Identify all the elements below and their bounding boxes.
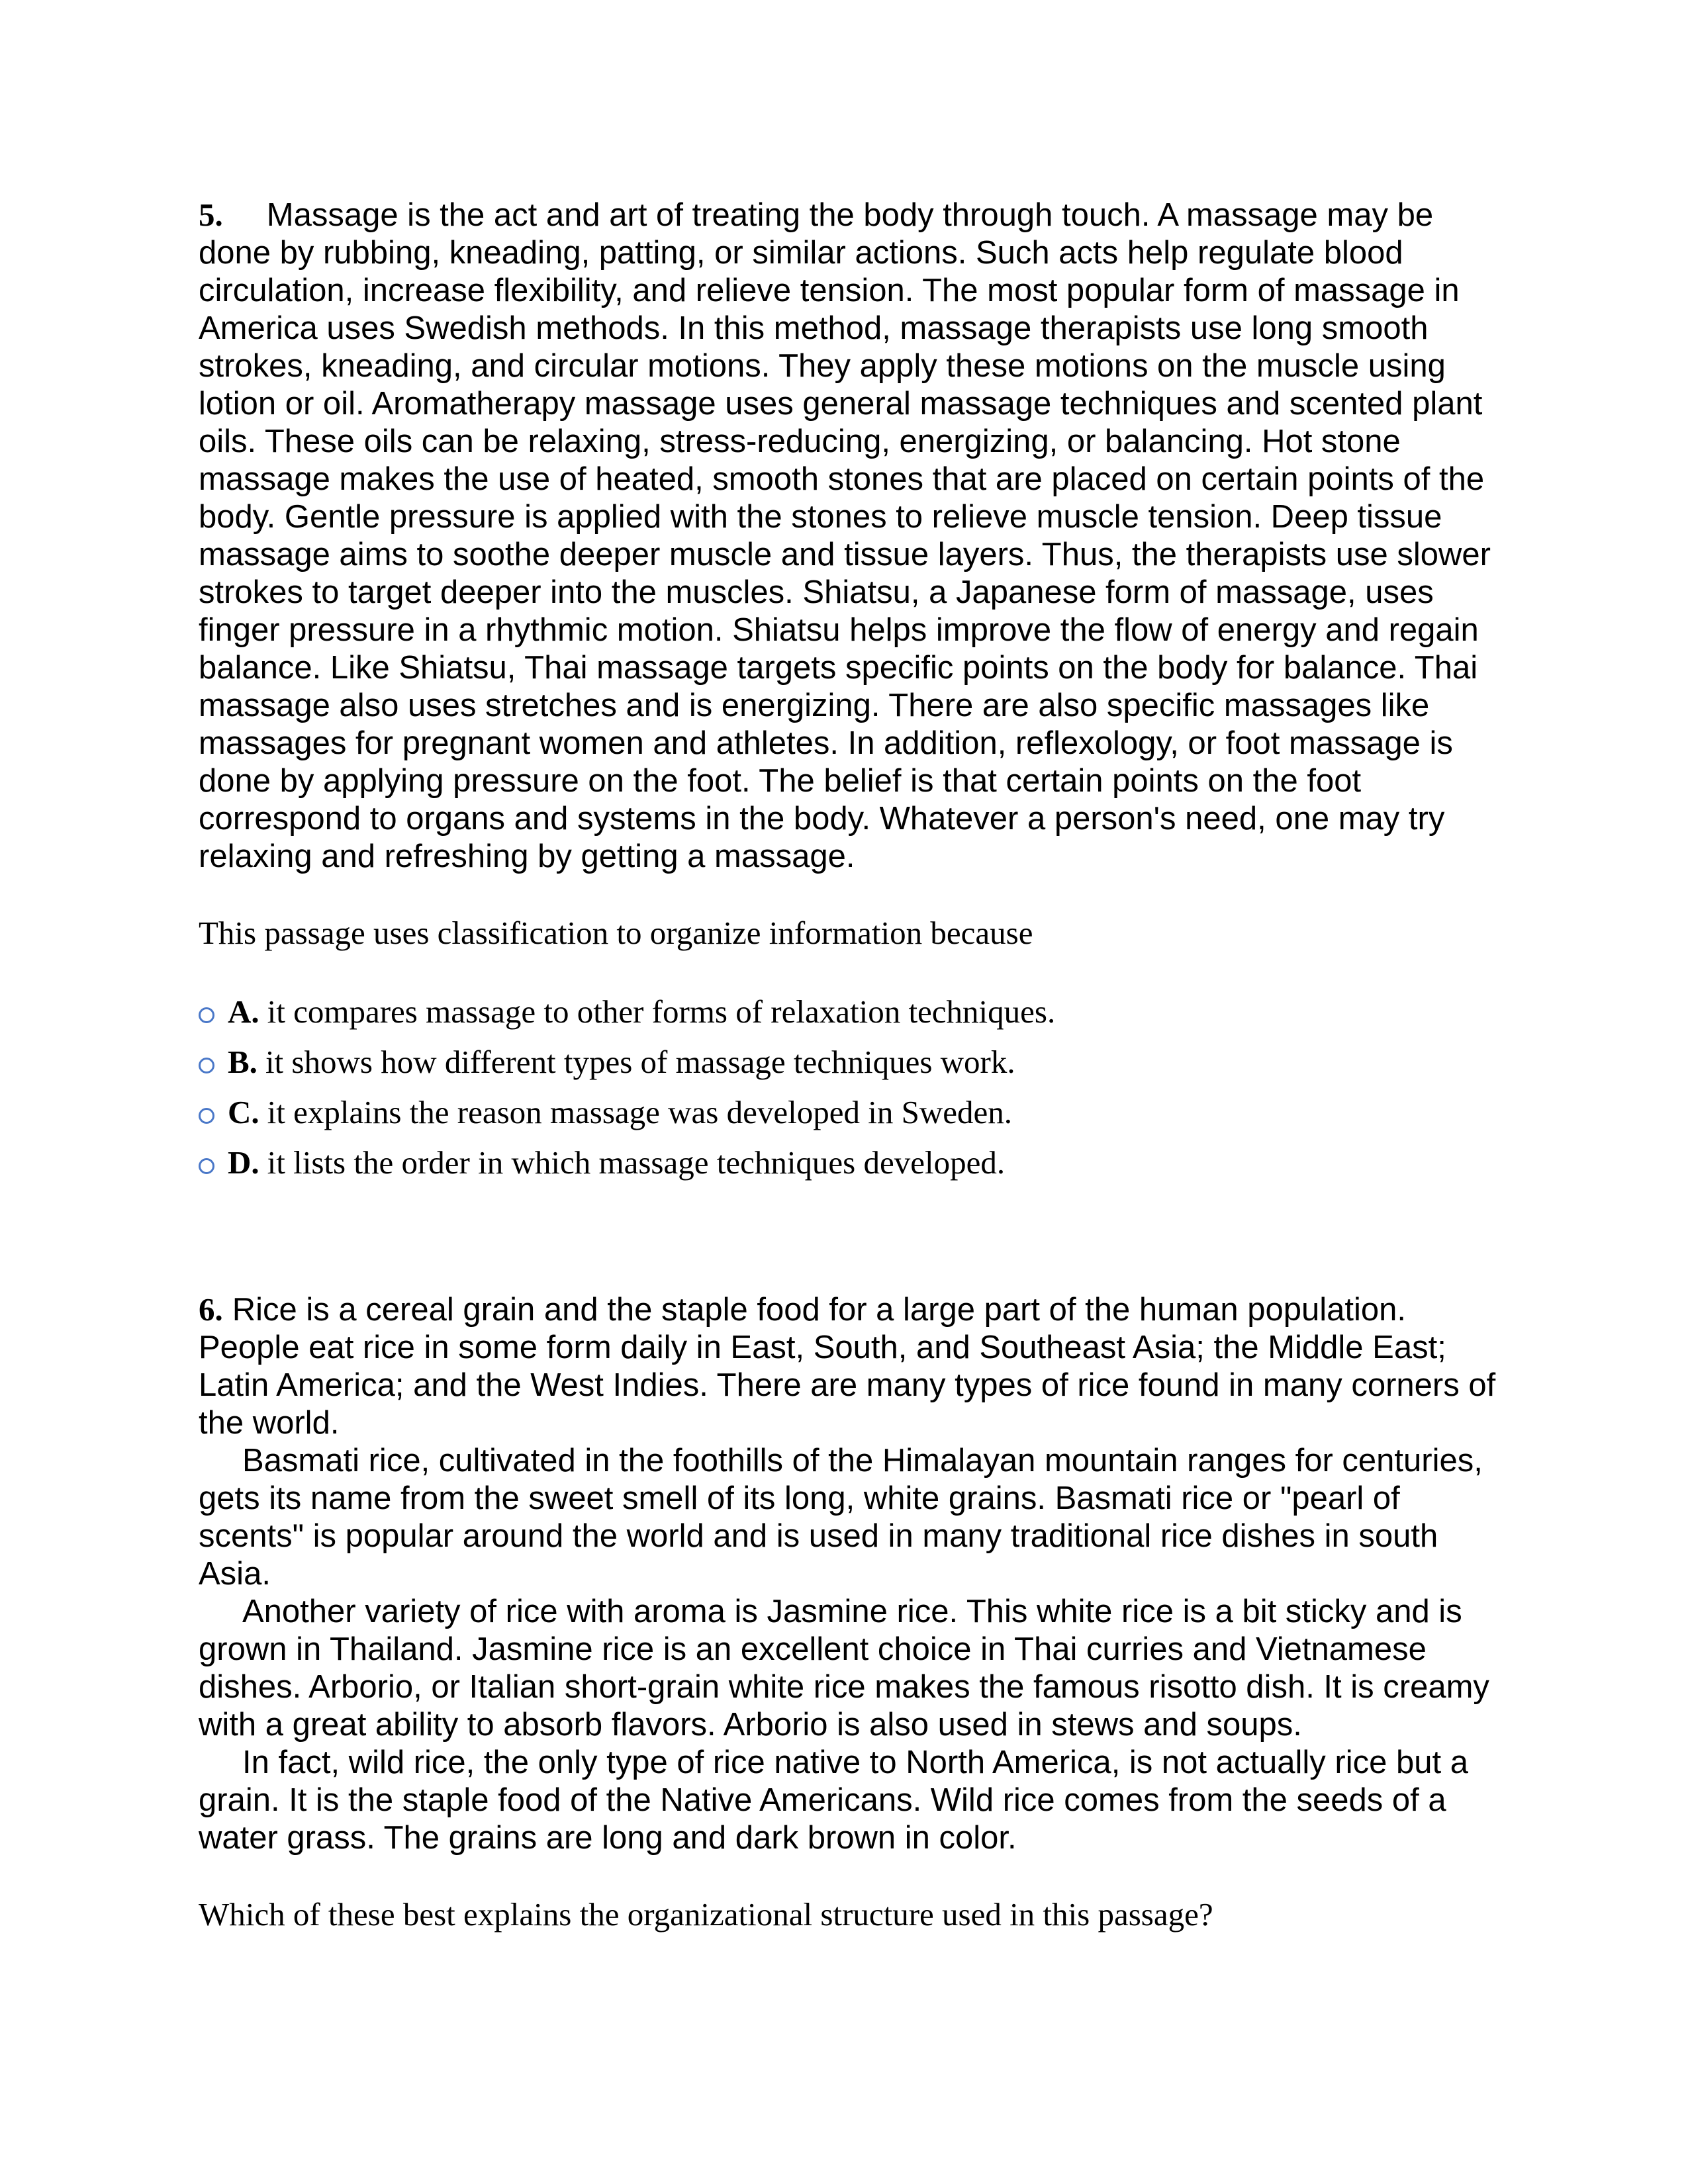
q5-passage bbox=[199, 196, 1496, 876]
radio-button-icon[interactable] bbox=[199, 1158, 214, 1174]
q5-choice-d[interactable] bbox=[199, 1137, 1496, 1187]
q5-answer-choices bbox=[199, 986, 1496, 1187]
q5-choice-b[interactable] bbox=[199, 1036, 1496, 1087]
choice-text: it explains the reason massage was developed in Sweden. bbox=[267, 1093, 1012, 1130]
choice-text: it shows how different types of massage techniques work. bbox=[265, 1043, 1015, 1080]
question-6 bbox=[199, 1291, 1496, 1933]
radio-button-icon[interactable] bbox=[199, 1058, 214, 1073]
q5-choice-a[interactable] bbox=[199, 986, 1496, 1036]
q6-number: 6. bbox=[199, 1291, 223, 1328]
choice-letter: A. bbox=[228, 993, 259, 1030]
q6-prompt: Which of these best explains the organizational structure used in this passage? bbox=[199, 1896, 1213, 1933]
q6-paragraph-2: Basmati rice, cultivated in the foothills of the Himalayan mountain ranges for centuries, gets its name from the sweet smell of its long, white grains. Basmati rice or "pearl of scents" is popular around the world and is used in many traditional rice dishes in south Asia. bbox=[199, 1443, 1483, 1592]
q6-paragraph-4: In fact, wild rice, the only type of rice native to North America, is not actually rice but a grain. It is the staple food of the Native Americans. Wild rice comes from the seeds of a water grass. The grains are long and dark brown in color. bbox=[199, 1745, 1468, 1856]
worksheet-page bbox=[199, 196, 1496, 1933]
choice-letter: B. bbox=[228, 1043, 258, 1080]
choice-text: it lists the order in which massage techniques developed. bbox=[267, 1144, 1006, 1181]
q6-paragraph-text: Rice is a cereal grain and the staple food for a large part of the human population. People eat rice in some form daily in East, South, and Southeast Asia; the Middle East; Latin America; and the West Indies. There are many types of rice found in many corners of the world. bbox=[199, 1292, 1496, 1441]
choice-letter: D. bbox=[228, 1144, 259, 1181]
q5-passage-text: Massage is the act and art of treating the body through touch. A massage may be done by rubbing, kneading, patting, or similar actions. Such acts help regulate blood circulation, increase flexibility, and relieve tension. The most popular form of massage in America uses Swedish methods. In this method, massage therapists use long smooth strokes, kneading, and circular motions. They apply these motions on the muscle using lotion or oil. Aromatherapy massage uses general massage techniques and scented plant oils. These oils can be relaxing, stress-reducing, energizing, or balancing. Hot stone massage makes the use of heated, smooth stones that are placed on certain points of the body. Gentle pressure is applied with the stones to relieve muscle tension. Deep tissue massage aims to soothe deeper muscle and tissue layers. Thus, the therapists use slower strokes to target deeper into the muscles. Shiatsu, a Japanese form of massage, uses finger pressure in a rhythmic motion. Shiatsu helps improve the flow of energy and regain balance. Like Shiatsu, Thai massage targets specific points on the body for balance. Thai massage also uses stretches and is energizing. There are also specific massages like massages for pregnant women and athletes. In addition, reflexology, or foot massage is done by applying pressure on the foot. The belief is that certain points on the foot correspond to organs and systems in the body. Whatever a person's need, one may try relaxing and refreshing by getting a massage. bbox=[199, 197, 1491, 874]
q6-paragraph-1 bbox=[199, 1291, 1496, 1442]
q5-number: 5. bbox=[199, 197, 223, 233]
choice-letter: C. bbox=[228, 1093, 259, 1130]
q6-paragraph-3: Another variety of rice with aroma is Jasmine rice. This white rice is a bit sticky and is grown in Thailand. Jasmine rice is an excellent choice in Thai curries and Vietnamese dishes. Arborio, or Italian short-grain white rice makes the famous risotto dish. It is creamy with a great ability to absorb flavors. Arborio is also used in stews and soups. bbox=[199, 1594, 1489, 1743]
choice-text: it compares massage to other forms of relaxation techniques. bbox=[267, 993, 1056, 1030]
q5-prompt: This passage uses classification to organize information because bbox=[199, 915, 1033, 951]
q5-choice-c[interactable] bbox=[199, 1087, 1496, 1137]
radio-button-icon[interactable] bbox=[199, 1007, 214, 1023]
question-5 bbox=[199, 196, 1496, 1187]
radio-button-icon[interactable] bbox=[199, 1108, 214, 1124]
